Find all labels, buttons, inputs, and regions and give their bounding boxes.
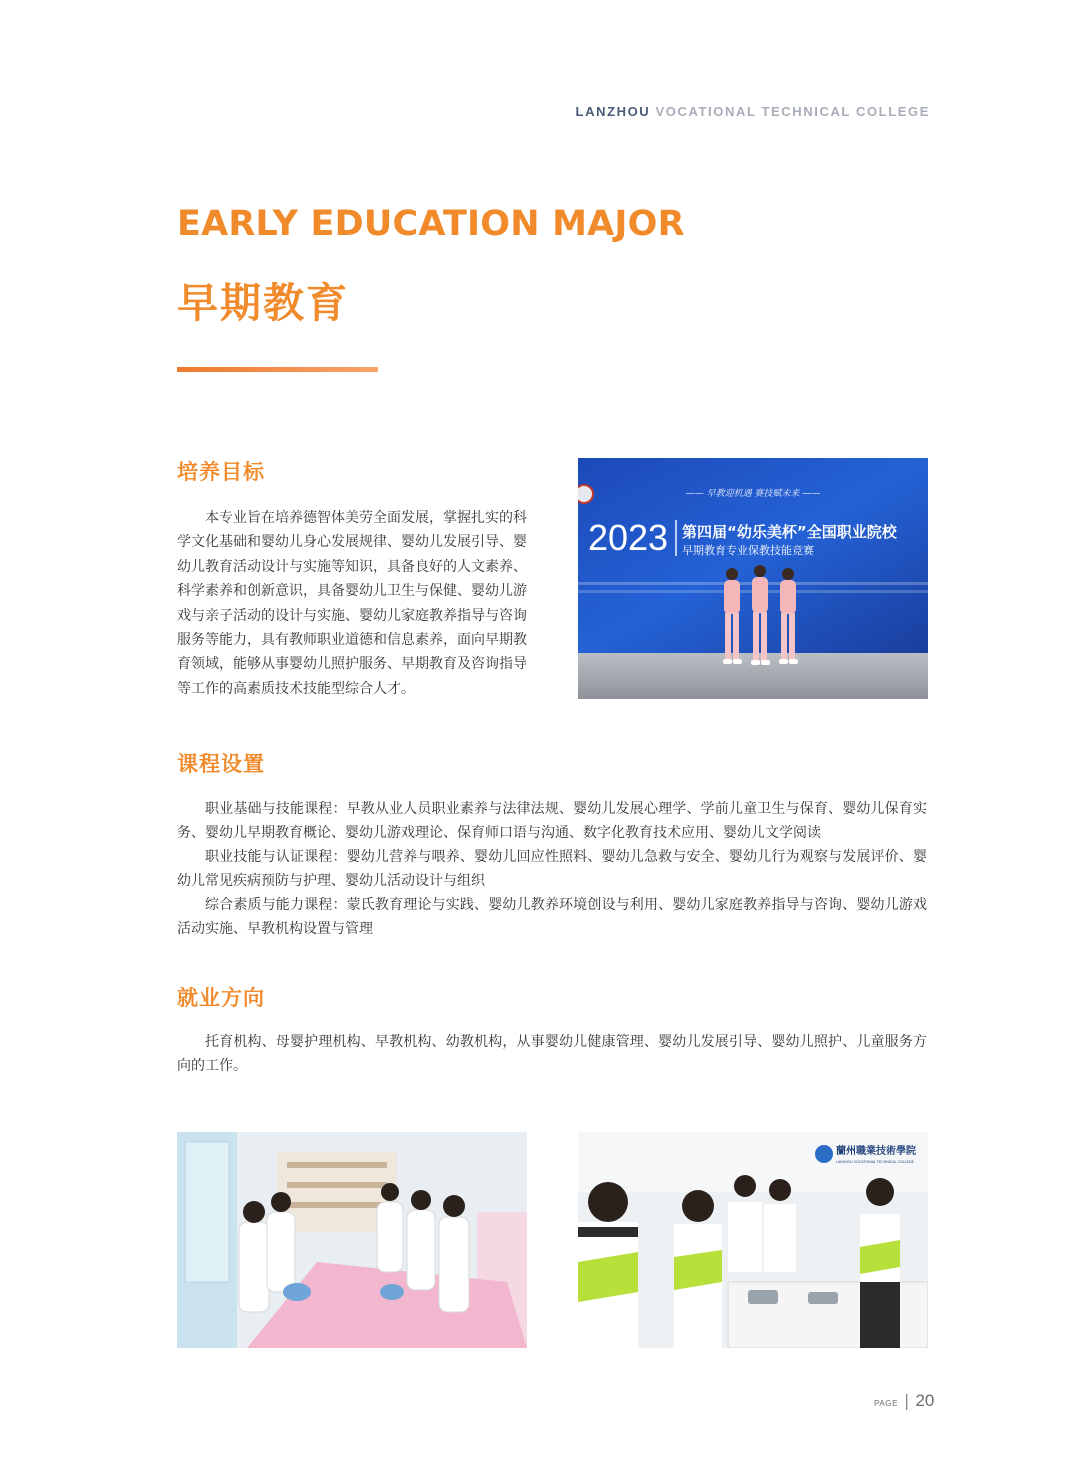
banner-line2: 早期教育专业保教技能竞赛: [682, 544, 814, 557]
page-title-cn: 早期教育: [177, 279, 349, 327]
lab-sign: 蘭州職業技術學院: [836, 1146, 916, 1157]
lab-sign-en: LANZHOU VOCATIONAL TECHNICAL COLLEGE: [836, 1160, 914, 1164]
competition-photo: [578, 458, 928, 699]
page-separator: |: [904, 1391, 910, 1410]
page-number: 20: [915, 1391, 935, 1410]
goal-paragraph: 本专业旨在培养德智体美劳全面发展，掌握扎实的科学文化基础和婴幼儿身心发展规律、婴幼儿发展引导、婴幼儿教育活动设计与实施等知识，具备良好的人文素养、科学素养和创新意识，具备婴幼儿卫生与保健、婴幼儿游戏与亲子活动的设计与实施、婴幼儿家庭教养指导与咨询服务等能力，具有教师职业道德和信息素养，面向早期教育领域，能够从事婴幼儿照护服务、早期教育及咨询指导等工作的高素质技术技能型综合人才。: [177, 510, 527, 697]
course-item: 职业基础与技能课程：早教从业人员职业素养与法律法规、婴幼儿发展心理学、学前儿童卫生与保育、婴幼儿保育实务、婴幼儿早期教育概论、婴幼儿游戏理论、保育师口语与沟通、数字化教育技术应用、婴幼儿文学阅读: [177, 801, 927, 842]
banner-slogan: —— 早教迎机遇 赛技赋未来 ——: [685, 489, 821, 499]
header-brand: [576, 104, 930, 119]
career-paragraph: 托育机构、母婴护理机构、早教机构、幼教机构，从事婴幼儿健康管理、婴幼儿发展引导、婴幼儿照护、儿童服务方向的工作。: [177, 1034, 927, 1075]
title-underline: [177, 367, 378, 372]
section-heading-career: 就业方向: [177, 986, 265, 1010]
brand-strong: LANZHOU: [575, 104, 651, 119]
brand-light: VOCATIONAL TECHNICAL COLLEGE: [655, 104, 930, 119]
page-label: PAGE: [874, 1399, 899, 1408]
section-heading-goal: 培养目标: [177, 460, 265, 484]
page-title-en: EARLY EDUCATION MAJOR: [177, 204, 685, 244]
page-footer: [874, 1391, 934, 1411]
section-heading-courses: 课程设置: [177, 752, 265, 776]
course-item: 职业技能与认证课程：婴幼儿营养与喂养、婴幼儿回应性照料、婴幼儿急救与安全、婴幼儿行为观察与发展评价、婴幼儿常见疾病预防与护理、婴幼儿活动设计与组织: [177, 849, 927, 890]
course-item: 综合素质与能力课程：蒙氏教育理论与实践、婴幼儿教养环境创设与利用、婴幼儿家庭教养指导与咨询、婴幼儿游戏活动实施、早教机构设置与管理: [177, 897, 927, 938]
lab-photo: [578, 1132, 928, 1348]
classroom-photo: [177, 1132, 527, 1348]
banner-line1: 第四届“幼乐美杯”全国职业院校: [682, 523, 897, 541]
banner-year: 2023: [587, 517, 669, 558]
